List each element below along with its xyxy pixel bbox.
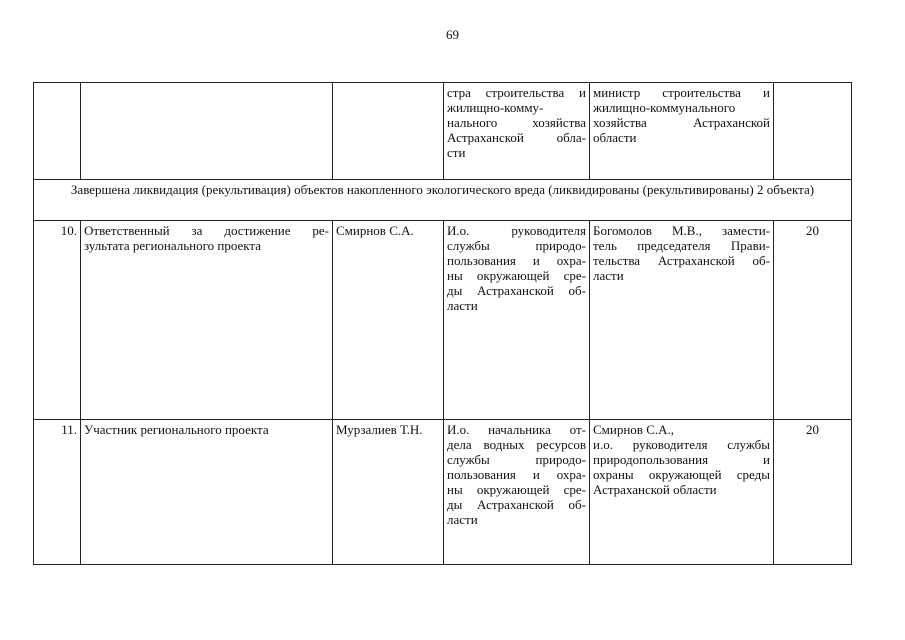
table-row: [34, 420, 852, 565]
page-number: 69: [446, 27, 459, 42]
cell-name: Смирнов С.А.: [333, 221, 444, 420]
position-line: И.о. начальника от-: [447, 422, 586, 437]
supervisor-line: тель председателя Прави-: [593, 238, 770, 253]
table-row-continuation: [34, 83, 852, 180]
cell-position: [444, 83, 590, 180]
position-line: ласти: [447, 512, 478, 527]
supervisor-line: Астраханской области: [593, 482, 717, 497]
position-line: И.о. руководителя: [447, 223, 586, 238]
position-line: пользования и охра-: [447, 253, 586, 268]
position-line: ласти: [447, 298, 478, 313]
cell-load: [774, 83, 852, 180]
cell-name: [333, 83, 444, 180]
supervisor-line: хозяйства Астраханской: [593, 115, 770, 130]
cell-name: Мурзалиев Т.Н.: [333, 420, 444, 565]
cell-role: [81, 221, 333, 420]
supervisor-line: ласти: [593, 268, 624, 283]
position-line: стра строительства и: [447, 85, 586, 100]
cell-role: [81, 420, 333, 565]
supervisor-line: Богомолов М.В., замести-: [593, 223, 770, 238]
supervisor-line: Смирнов С.А.,: [593, 422, 675, 437]
cell-load: 20: [774, 420, 852, 565]
position-line: нального хозяйства: [447, 115, 586, 130]
position-line: жилищно-комму-: [447, 100, 544, 115]
position-line: дела водных ресурсов: [447, 437, 586, 452]
project-participants-table: [33, 82, 852, 565]
supervisor-line: и.о. руководителя службы: [593, 437, 770, 452]
position-line: ды Астраханской об-: [447, 283, 586, 298]
position-line: Астраханской обла-: [447, 130, 586, 145]
supervisor-line: тельства Астраханской об-: [593, 253, 770, 268]
table-row-section: [34, 180, 852, 221]
role-line: Ответственный за достижение ре-: [84, 223, 329, 238]
cell-number: [34, 83, 81, 180]
section-heading: Завершена ликвидация (рекультивация) объектов накопленного экологического вреда (ликвидированы (рекультивированы) 2 объекта): [34, 180, 852, 221]
supervisor-line: природопользования и: [593, 452, 770, 467]
position-line: ны окружающей сре-: [447, 482, 586, 497]
role-line: Участник регионального проекта: [84, 422, 269, 437]
cell-number: 11.: [34, 420, 81, 565]
cell-supervisor: [590, 83, 774, 180]
supervisor-line: охраны окружающей среды: [593, 467, 770, 482]
supervisor-line: области: [593, 130, 637, 145]
cell-supervisor: [590, 221, 774, 420]
position-line: службы природо-: [447, 238, 586, 253]
cell-load: 20: [774, 221, 852, 420]
role-line: зультата регионального проекта: [84, 238, 262, 253]
position-line: службы природо-: [447, 452, 586, 467]
cell-position: [444, 221, 590, 420]
table-row: [34, 221, 852, 420]
supervisor-line: жилищно-коммунального: [593, 100, 736, 115]
cell-number: 10.: [34, 221, 81, 420]
cell-role: [81, 83, 333, 180]
position-line: ны окружающей сре-: [447, 268, 586, 283]
supervisor-line: министр строительства и: [593, 85, 770, 100]
position-line: пользования и охра-: [447, 467, 586, 482]
cell-supervisor: [590, 420, 774, 565]
position-line: ды Астраханской об-: [447, 497, 586, 512]
cell-position: [444, 420, 590, 565]
position-line: сти: [447, 145, 466, 160]
